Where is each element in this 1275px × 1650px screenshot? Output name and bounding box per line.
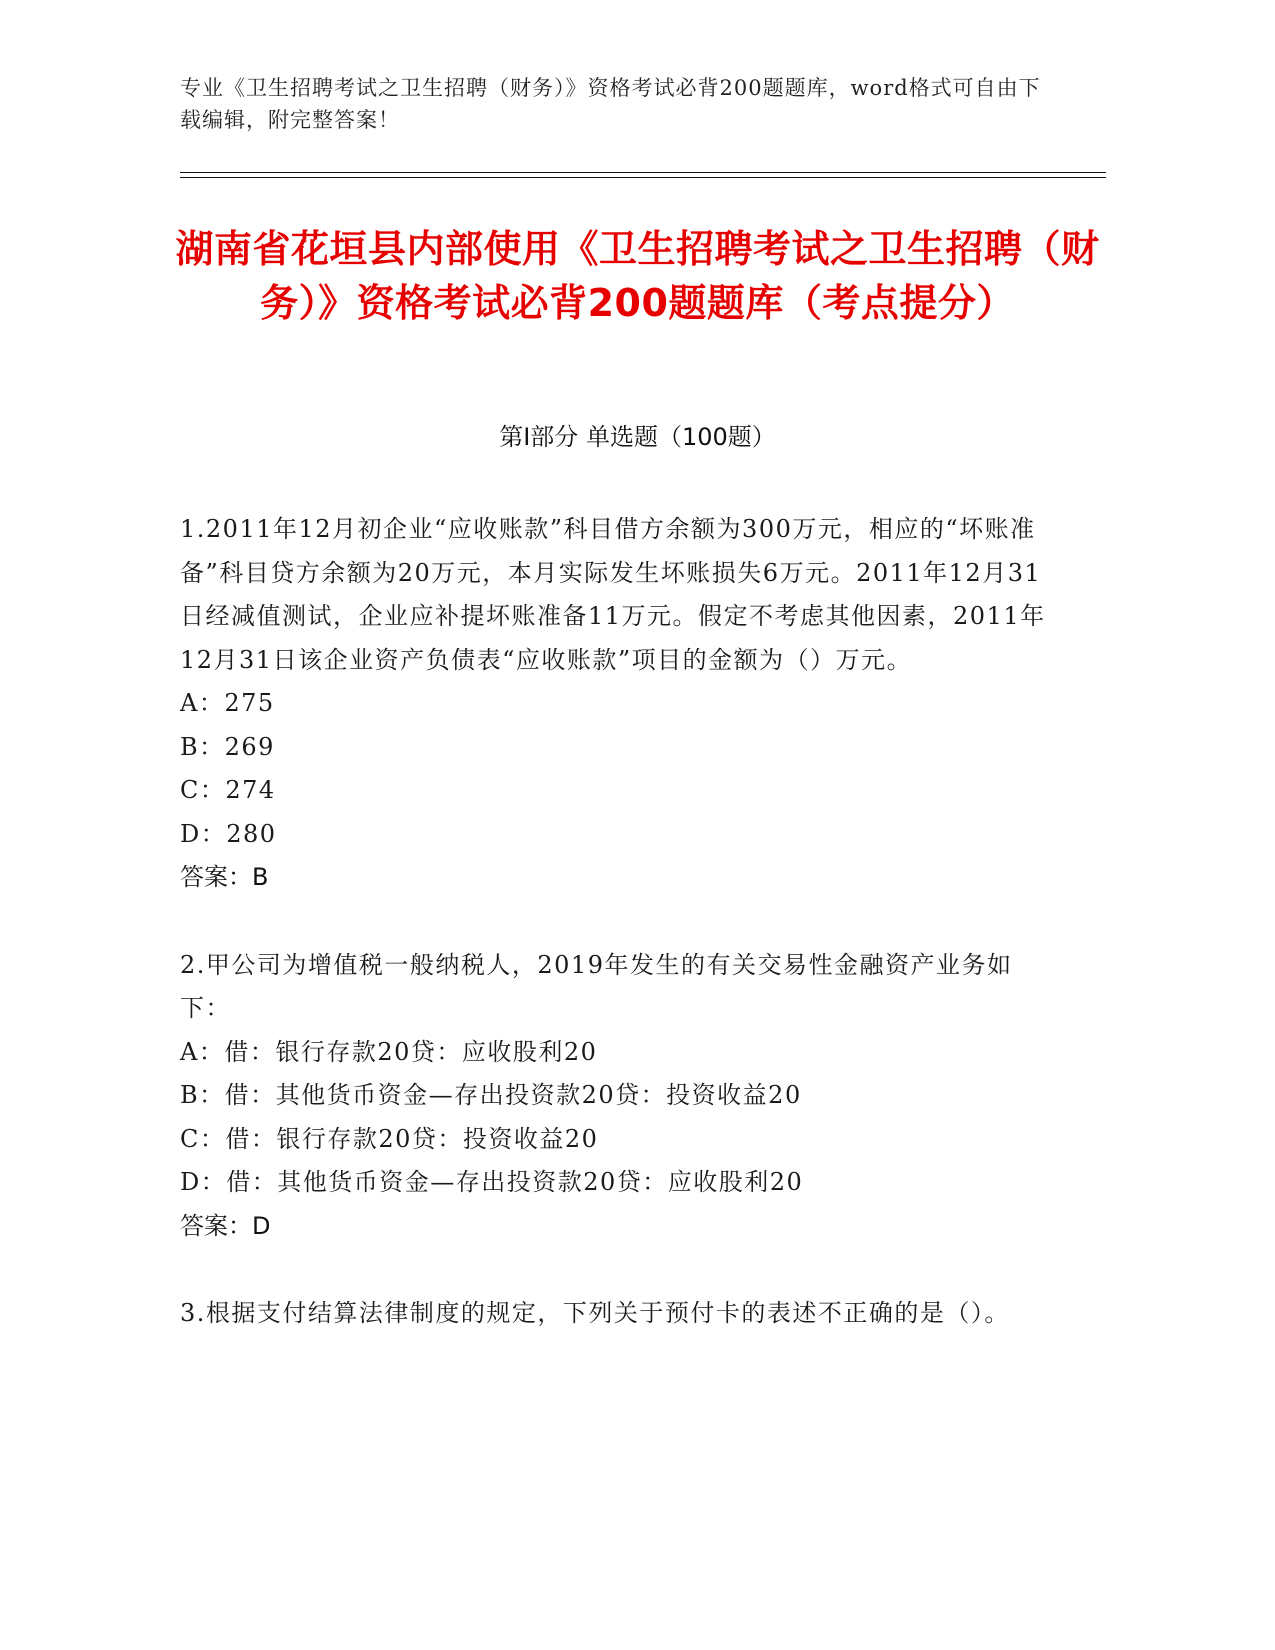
option-b: B：269 bbox=[180, 732, 275, 761]
option-b: B：借：其他货币资金—存出投资款20贷：投资收益20 bbox=[180, 1081, 802, 1109]
question-3 bbox=[180, 1292, 1050, 1336]
answer-label: 答案：B bbox=[180, 863, 269, 891]
question-list bbox=[180, 508, 1050, 1380]
option-c: C：274 bbox=[180, 776, 276, 804]
section-heading: 第I部分 单选题（100题） bbox=[499, 423, 776, 451]
header-note: 专业《卫生招聘考试之卫生招聘（财务）》资格考试必背200题题库，word格式可自由下载编辑，附完整答案！ bbox=[180, 76, 1041, 132]
header-divider bbox=[180, 172, 1106, 178]
document-title: 湖南省花垣县内部使用《卫生招聘考试之卫生招聘（财务）》资格考试必背200题题库（考点提分） bbox=[175, 227, 1100, 325]
question-text: 3.根据支付结算法律制度的规定，下列关于预付卡的表述不正确的是（）。 bbox=[180, 1299, 1010, 1327]
option-a: A：借：银行存款20贷：应收股利20 bbox=[180, 1037, 598, 1066]
question-text: 1.2011年12月初企业“应收账款”科目借方余额为300万元，相应的“坏账准备”科目贷方余额为20万元，本月实际发生坏账损失6万元。2011年12月31日经减值测试，企业应补提坏账准备11万元。假定不考虑其他因素，2011年12月31日该企业资产负债表“应收账款”项目的金额为（）万元。 bbox=[180, 515, 1046, 674]
option-d: D：借：其他货币资金—存出投资款20贷：应收股利20 bbox=[180, 1168, 804, 1196]
option-a: A：275 bbox=[180, 689, 275, 717]
option-c: C：借：银行存款20贷：投资收益20 bbox=[180, 1124, 599, 1153]
question-1 bbox=[180, 508, 1050, 900]
option-d: D：280 bbox=[180, 819, 277, 848]
question-text: 2.甲公司为增值税一般纳税人，2019年发生的有关交易性金融资产业务如下： bbox=[180, 950, 1013, 1022]
question-2 bbox=[180, 944, 1050, 1249]
answer-label: 答案：D bbox=[180, 1211, 271, 1240]
